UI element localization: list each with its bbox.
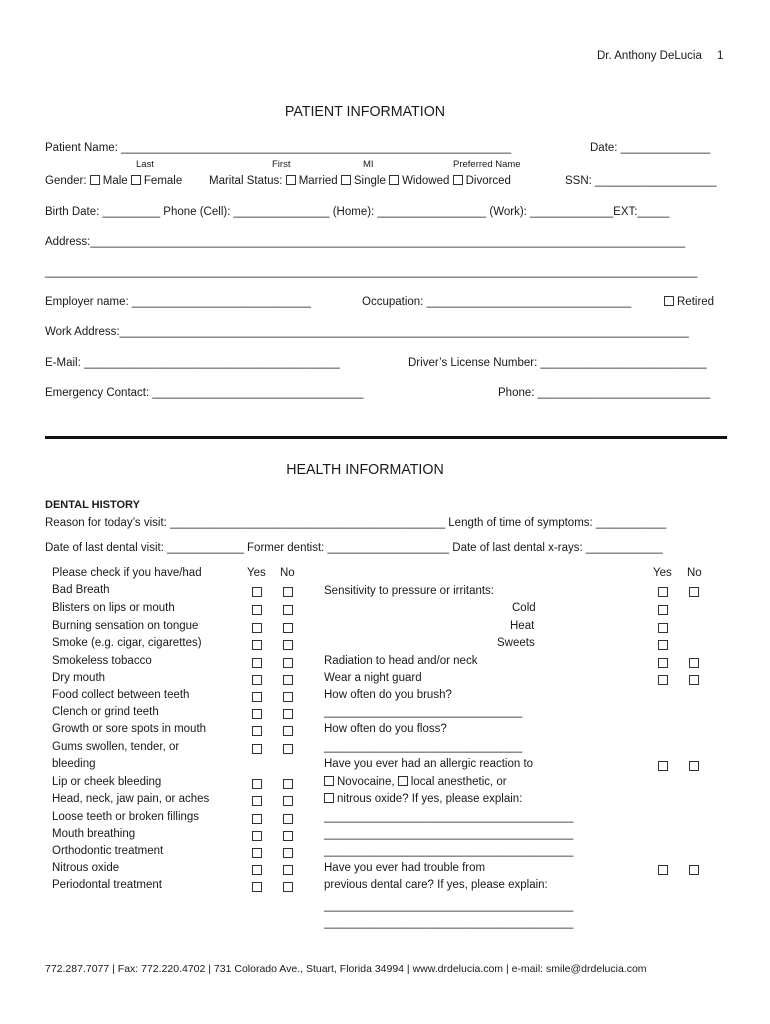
no-checkbox[interactable] [283, 709, 293, 719]
no-checkbox[interactable] [283, 640, 293, 650]
divorced-checkbox[interactable] [453, 175, 463, 185]
left-item: Bad Breath [52, 584, 110, 596]
footer-contact: 772.287.7077 | Fax: 772.220.4702 | 731 Colorado Ave., Stuart, Florida 34994 | www.drdelucia.com | e-mail: smile@drdelucia.com [45, 963, 647, 975]
yes-checkbox[interactable] [252, 658, 262, 668]
no-checkbox[interactable] [283, 605, 293, 615]
trouble-question: Have you ever had trouble from [324, 862, 486, 874]
yes-checkbox[interactable] [252, 640, 262, 650]
yes-checkbox[interactable] [252, 814, 262, 824]
novocaine-checkbox[interactable] [324, 776, 334, 786]
nitrous-checkbox[interactable] [324, 793, 334, 803]
sensitivity-sweets: Sweets [497, 637, 535, 649]
yes-checkbox[interactable] [658, 640, 668, 650]
no-checkbox[interactable] [283, 658, 293, 668]
trouble-explain-line[interactable]: _______________________________________ [324, 917, 574, 929]
reason-visit-row[interactable]: Reason for today’s visit: ___________________________________________ Length of time of symptoms: ___________ [45, 517, 667, 529]
yes-checkbox[interactable] [252, 623, 262, 633]
yes-checkbox[interactable] [252, 605, 262, 615]
patient-info-title: PATIENT INFORMATION [284, 103, 446, 120]
floss-question: How often do you floss? [324, 723, 447, 735]
section-divider [45, 436, 727, 439]
gender-label: Gender: [45, 175, 87, 187]
emergency-contact-field[interactable]: Emergency Contact: _________________________________ [45, 387, 364, 399]
male-checkbox[interactable] [90, 175, 100, 185]
left-item: Blisters on lips or mouth [52, 602, 175, 614]
label-preferred: Preferred Name [453, 159, 521, 170]
sensitivity-heat: Heat [510, 620, 535, 632]
local-anesthetic-checkbox[interactable] [398, 776, 408, 786]
trouble-explain-line[interactable]: _______________________________________ [324, 900, 574, 912]
address-field-line2[interactable]: ______________________________________________________________________________________________________ [45, 266, 698, 278]
left-yes-header: Yes [247, 567, 266, 579]
trouble-question-cont: previous dental care? If yes, please explain: [324, 879, 548, 891]
yes-checkbox[interactable] [252, 865, 262, 875]
floss-answer-line[interactable]: _______________________________ [324, 741, 523, 753]
no-checkbox[interactable] [689, 865, 699, 875]
label-last: Last [136, 159, 154, 170]
yes-checkbox[interactable] [252, 848, 262, 858]
no-checkbox[interactable] [283, 587, 293, 597]
health-info-title: HEALTH INFORMATION [286, 461, 444, 478]
female-label: Female [143, 175, 183, 187]
no-checkbox[interactable] [689, 675, 699, 685]
widowed-label: Widowed [402, 175, 450, 187]
novocaine-label: Novocaine, [337, 776, 395, 788]
yes-checkbox[interactable] [658, 605, 668, 615]
ssn-field[interactable]: SSN: ___________________ [565, 175, 717, 187]
no-checkbox[interactable] [283, 744, 293, 754]
left-item: Smoke (e.g. cigar, cigarettes) [52, 637, 202, 649]
left-item: Growth or sore spots in mouth [52, 723, 207, 735]
employer-field[interactable]: Employer name: ____________________________ [45, 296, 312, 308]
left-item: Orthodontic treatment [52, 845, 164, 857]
address-field[interactable]: Address:_____________________________________________________________________________________________ [45, 236, 686, 248]
left-item: Gums swollen, tender, or [52, 741, 180, 753]
yes-checkbox[interactable] [658, 761, 668, 771]
divorced-label: Divorced [465, 175, 511, 187]
birth-phone-row[interactable]: Birth Date: _________ Phone (Cell): _______________ (Home): _________________ (Work): _____________EXT:_____ [45, 206, 670, 218]
sensitivity-question: Sensitivity to pressure or irritants: [324, 585, 495, 597]
single-label: Single [353, 175, 386, 187]
yes-checkbox[interactable] [658, 675, 668, 685]
male-label: Male [102, 175, 128, 187]
left-item: Head, neck, jaw pain, or aches [52, 793, 210, 805]
yes-checkbox[interactable] [252, 779, 262, 789]
brush-question: How often do you brush? [324, 689, 452, 701]
dental-history-heading: DENTAL HISTORY [45, 499, 140, 511]
no-checkbox[interactable] [283, 796, 293, 806]
no-checkbox[interactable] [283, 779, 293, 789]
local-anesthetic-label: local anesthetic, or [410, 776, 507, 788]
left-item: Dry mouth [52, 672, 106, 684]
allergy-options [324, 776, 507, 788]
yes-checkbox[interactable] [252, 692, 262, 702]
radiation-question: Radiation to head and/or neck [324, 655, 478, 667]
retired-checkbox[interactable] [664, 296, 674, 306]
no-checkbox[interactable] [283, 726, 293, 736]
patient-name-field[interactable]: Patient Name: _____________________________________________________________ [45, 142, 512, 154]
license-field[interactable]: Driver’s License Number: __________________________ [408, 357, 707, 369]
left-item: bleeding [52, 758, 96, 770]
yes-checkbox[interactable] [252, 882, 262, 892]
no-checkbox[interactable] [283, 692, 293, 702]
yes-checkbox[interactable] [658, 865, 668, 875]
yes-checkbox[interactable] [252, 726, 262, 736]
marital-label: Marital Status: [209, 175, 283, 187]
retired-label: Retired [677, 296, 715, 308]
no-checkbox[interactable] [283, 831, 293, 841]
yes-checkbox[interactable] [658, 623, 668, 633]
date-field[interactable]: Date: ______________ [590, 142, 711, 154]
left-item: Nitrous oxide [52, 862, 120, 874]
left-checklist-header: Please check if you have/had [52, 567, 202, 579]
left-item: Mouth breathing [52, 828, 136, 840]
last-visit-row[interactable]: Date of last dental visit: ____________ Former dentist: ___________________ Date of last dental x-rays: ____________ [45, 542, 663, 554]
page-number: 1 [717, 50, 724, 62]
yes-checkbox[interactable] [658, 658, 668, 668]
no-checkbox[interactable] [283, 848, 293, 858]
sensitivity-cold: Cold [512, 602, 536, 614]
night-guard-question: Wear a night guard [324, 672, 422, 684]
yes-checkbox[interactable] [252, 744, 262, 754]
nitrous-option [324, 793, 522, 805]
left-no-header: No [280, 567, 295, 579]
yes-checkbox[interactable] [252, 675, 262, 685]
left-item: Clench or grind teeth [52, 706, 159, 718]
right-yes-header: Yes [653, 567, 672, 579]
email-field[interactable]: E-Mail: ________________________________________ [45, 357, 340, 369]
widowed-checkbox[interactable] [389, 175, 399, 185]
left-item: Food collect between teeth [52, 689, 190, 701]
allergy-question: Have you ever had an allergic reaction to [324, 758, 534, 770]
allergy-explain-line[interactable]: _______________________________________ [324, 828, 574, 840]
nitrous-label: nitrous oxide? If yes, please explain: [337, 793, 523, 805]
brush-answer-line[interactable]: _______________________________ [324, 706, 523, 718]
work-address-field[interactable]: Work Address:_________________________________________________________________________________________ [45, 326, 689, 338]
occupation-field[interactable]: Occupation: ________________________________ [362, 296, 632, 308]
female-checkbox[interactable] [131, 175, 141, 185]
no-checkbox[interactable] [283, 814, 293, 824]
gender-row [45, 175, 182, 187]
no-checkbox[interactable] [283, 865, 293, 875]
left-item: Lip or cheek bleeding [52, 776, 162, 788]
left-item: Burning sensation on tongue [52, 620, 199, 632]
no-checkbox[interactable] [689, 658, 699, 668]
no-checkbox[interactable] [283, 675, 293, 685]
yes-checkbox[interactable] [252, 831, 262, 841]
left-item: Periodontal treatment [52, 879, 162, 891]
yes-checkbox[interactable] [252, 796, 262, 806]
marital-row [209, 175, 511, 187]
no-checkbox[interactable] [283, 882, 293, 892]
label-mi: MI [363, 159, 374, 170]
no-checkbox[interactable] [689, 587, 699, 597]
allergy-explain-line[interactable]: _______________________________________ [324, 845, 574, 857]
left-item: Loose teeth or broken fillings [52, 811, 200, 823]
yes-checkbox[interactable] [252, 709, 262, 719]
doctor-name: Dr. Anthony DeLucia [597, 50, 702, 62]
married-checkbox[interactable] [286, 175, 296, 185]
right-no-header: No [687, 567, 702, 579]
married-label: Married [298, 175, 338, 187]
yes-checkbox[interactable] [658, 587, 668, 597]
left-item: Smokeless tobacco [52, 655, 152, 667]
no-checkbox[interactable] [689, 761, 699, 771]
single-checkbox[interactable] [341, 175, 351, 185]
label-first: First [272, 159, 291, 170]
no-checkbox[interactable] [283, 623, 293, 633]
retired-option [664, 296, 714, 308]
yes-checkbox[interactable] [252, 587, 262, 597]
allergy-explain-line[interactable]: _______________________________________ [324, 811, 574, 823]
emergency-phone-field[interactable]: Phone: ___________________________ [498, 387, 711, 399]
